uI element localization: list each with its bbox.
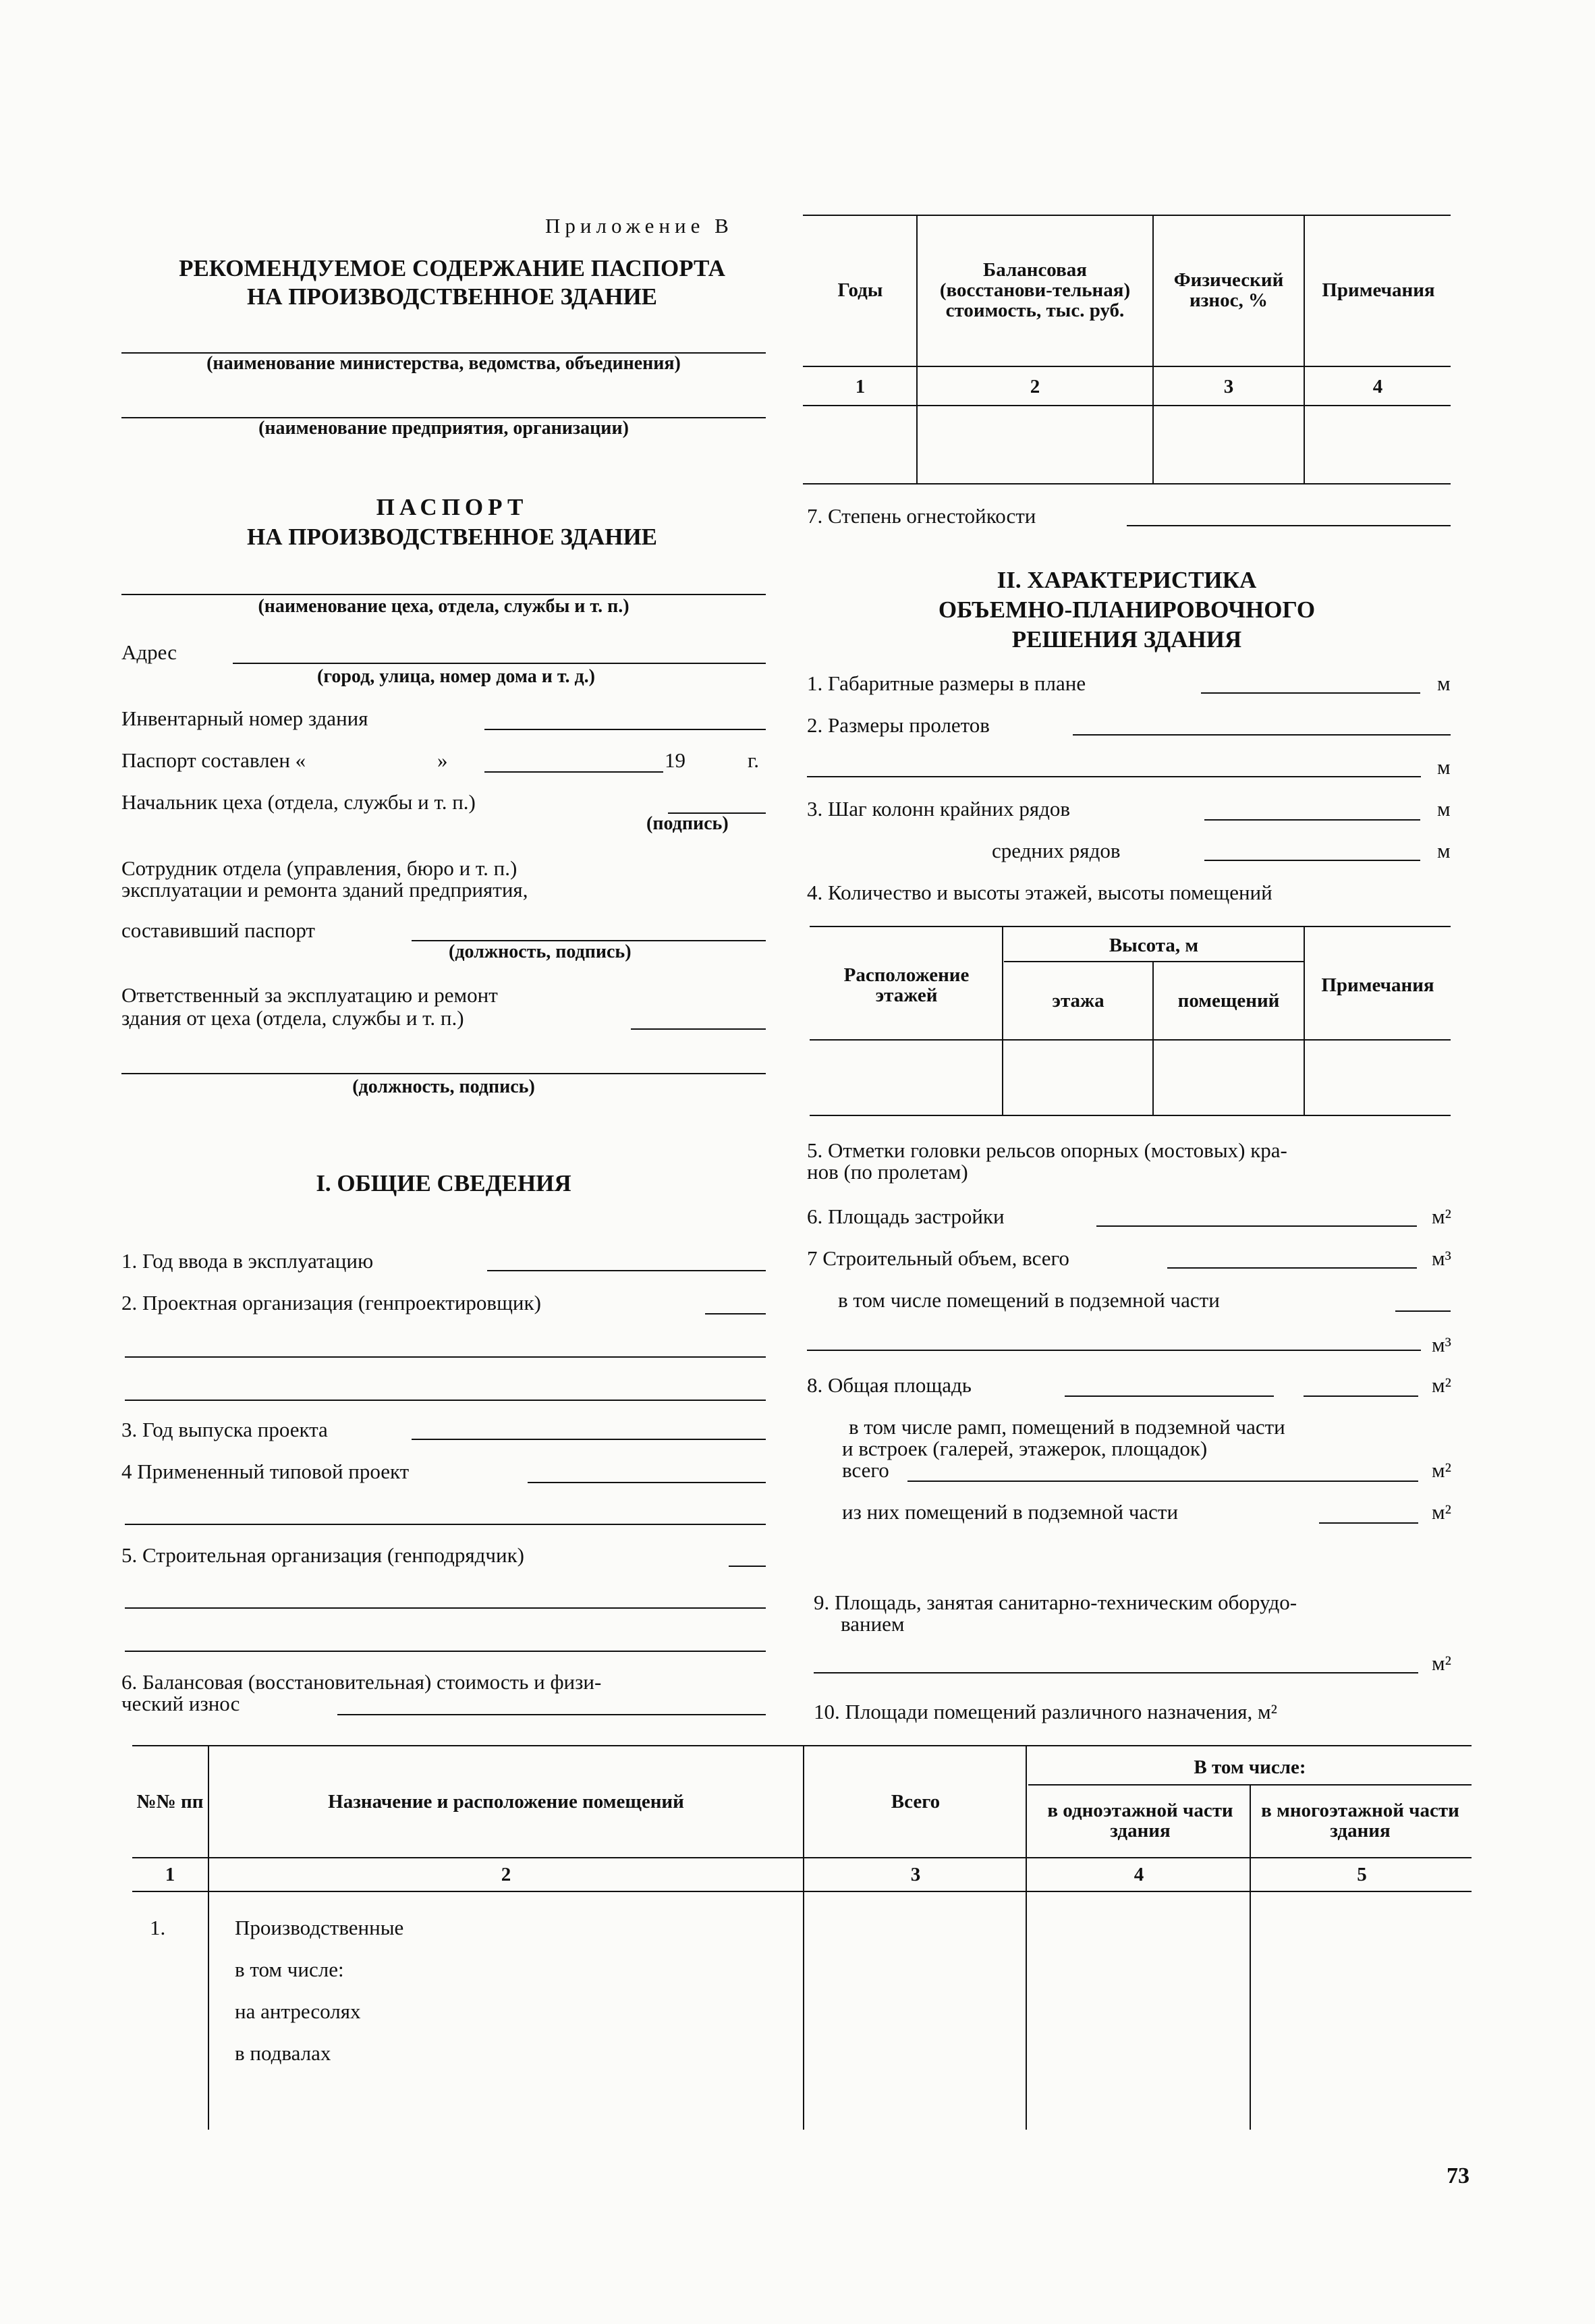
t2-header-notes: Примечания — [1321, 974, 1434, 996]
volume-label: 7 Строительный объем, всего — [807, 1246, 1069, 1270]
spans-unit: м — [1437, 755, 1451, 779]
bt-row-number: 1. — [150, 1916, 166, 1939]
passport-title: ПАСПОРТ — [376, 494, 528, 520]
bt-vline-1 — [208, 1745, 209, 2130]
t1-num-line — [803, 405, 1451, 406]
ramps-total-label: всего — [842, 1458, 889, 1482]
underground-rooms-line[interactable] — [1319, 1522, 1418, 1524]
bt-header-purpose: Назначение и расположение помещений — [328, 1791, 684, 1813]
bt-num-4: 4 — [1134, 1864, 1144, 1885]
sanitary-area-line2: ванием — [841, 1612, 905, 1636]
item2-line-inline[interactable] — [705, 1313, 766, 1315]
ramps-line1: в том числе рамп, помещений в подземной части — [849, 1415, 1285, 1439]
bt-num-2: 2 — [501, 1864, 511, 1885]
compiled-year-suffix: г. — [748, 748, 759, 772]
employee-line1: Сотрудник отдела (управления, бюро и т. п.) — [121, 856, 517, 880]
address-caption: (город, улица, номер дома и т. д.) — [317, 666, 596, 687]
t1-num-3: 3 — [1223, 376, 1234, 397]
bt-header-one-storey: в одноэтажной части здания — [1047, 1800, 1233, 1842]
t1-vline-2 — [1152, 215, 1154, 485]
crane-rails-line2: нов (по пролетам) — [807, 1160, 968, 1184]
total-area-line1[interactable] — [1065, 1395, 1274, 1397]
t2-bottom-line — [810, 1115, 1451, 1116]
built-area-label: 6. Площадь застройки — [807, 1205, 1005, 1228]
spans-label: 2. Размеры пролетов — [807, 713, 990, 737]
total-area-line2[interactable] — [1304, 1395, 1418, 1397]
bt-group-line — [1028, 1784, 1472, 1786]
bt-row-basements: в подвалах — [235, 2041, 331, 2065]
doc-title-line2: НА ПРОИЗВОДСТВЕННОЕ ЗДАНИЕ — [246, 283, 658, 310]
item4-line[interactable] — [528, 1482, 766, 1483]
page-number: 73 — [1447, 2163, 1470, 2188]
bt-num-line — [132, 1891, 1472, 1892]
t1-num-2: 2 — [1030, 376, 1040, 397]
room-areas-label: 10. Площади помещений различного назначения, м² — [814, 1700, 1277, 1723]
inventory-line[interactable] — [484, 729, 766, 730]
responsible-line2: здания от цеха (отдела, службы и т. п.) — [121, 1006, 464, 1030]
bt-row-including: в том числе: — [235, 1958, 344, 1981]
crane-rails-line1: 5. Отметки головки рельсов опорных (мостовых) кра- — [807, 1138, 1287, 1162]
responsible-line1: Ответственный за эксплуатацию и ремонт — [121, 983, 498, 1007]
bt-header-incl: В том числе: — [1194, 1756, 1306, 1778]
bt-header-total: Всего — [891, 1791, 941, 1813]
doc-title-line1: РЕКОМЕНДУЕМОЕ СОДЕРЖАНИЕ ПАСПОРТА — [179, 255, 725, 281]
bt-num-3: 3 — [910, 1864, 921, 1885]
address-line[interactable] — [233, 663, 766, 664]
item2-line3[interactable] — [125, 1400, 766, 1401]
chief-label: Начальник цеха (отдела, службы и т. п.) — [121, 790, 476, 814]
dims-plan-unit: м — [1437, 671, 1451, 695]
column-step-outer-line[interactable] — [1204, 819, 1420, 821]
bt-row-mezzanines: на антресолях — [235, 1999, 361, 2023]
item4-label: 4 Примененный типовой проект — [121, 1460, 410, 1483]
compiled-year-prefix: 19 — [665, 748, 685, 772]
passport-subtitle: НА ПРОИЗВОДСТВЕННОЕ ЗДАНИЕ — [246, 524, 658, 550]
volume-underground-unit: м³ — [1432, 1333, 1451, 1356]
volume-underground-line2[interactable] — [807, 1350, 1421, 1351]
employee-line2: эксплуатации и ремонта зданий предприятия, — [121, 878, 528, 902]
t2-header-location: Расположение этажей — [843, 964, 970, 1006]
sanitary-area-line1: 9. Площадь, занятая санитарно-техническим оборудо- — [814, 1590, 1297, 1614]
item6-line1: 6. Балансовая (восстановительная) стоимость и физи- — [121, 1670, 602, 1694]
appendix-label: Приложение В — [545, 214, 733, 238]
item4-line2[interactable] — [125, 1524, 766, 1525]
bt-header-line — [132, 1857, 1472, 1858]
bt-num-5: 5 — [1357, 1864, 1367, 1885]
bt-header-num: №№ пп — [136, 1791, 204, 1813]
workshop-caption: (наименование цеха, отдела, службы и т. п.) — [258, 596, 629, 617]
bt-num-1: 1 — [165, 1864, 175, 1885]
t2-header-height: Высота, м — [1109, 935, 1199, 956]
total-area-label: 8. Общая площадь — [807, 1373, 972, 1397]
bt-vline-3 — [1026, 1745, 1027, 2130]
bt-vline-4 — [1250, 1784, 1251, 2130]
t1-header-wear: Физический износ, % — [1173, 269, 1284, 311]
volume-underground-label: в том числе помещений в подземной части — [838, 1288, 1220, 1312]
column-step-middle-line[interactable] — [1204, 860, 1420, 861]
item6-line[interactable] — [337, 1714, 766, 1715]
responsible-signature-caption: (должность, подпись) — [352, 1076, 535, 1097]
ramps-total-unit: м² — [1432, 1458, 1451, 1482]
t1-header-line — [803, 366, 1451, 367]
item5-line2[interactable] — [125, 1607, 766, 1609]
t1-header-years: Годы — [837, 279, 883, 301]
dims-plan-label: 1. Габаритные размеры в плане — [807, 671, 1086, 695]
item1-line[interactable] — [487, 1270, 766, 1271]
t2-header-line — [810, 1039, 1451, 1041]
section2-title-line3: РЕШЕНИЯ ЗДАНИЯ — [1011, 626, 1242, 653]
item5-line-inline[interactable] — [729, 1566, 766, 1567]
item6-line2: ческий износ — [121, 1692, 240, 1715]
dims-plan-line[interactable] — [1201, 692, 1420, 694]
ramps-line2: и встроек (галерей, этажерок, площадок) — [842, 1437, 1208, 1460]
volume-underground-line[interactable] — [1395, 1310, 1451, 1312]
item3-label: 3. Год выпуска проекта — [121, 1418, 328, 1441]
address-label: Адрес — [121, 640, 177, 664]
bt-top-line — [132, 1745, 1472, 1746]
t2-group-line — [1004, 961, 1304, 962]
item5-label: 5. Строительная организация (генподрядчик) — [121, 1543, 524, 1567]
section1-title: I. ОБЩИЕ СВЕДЕНИЯ — [316, 1170, 571, 1196]
volume-line[interactable] — [1167, 1267, 1417, 1269]
compiled-date-line[interactable] — [484, 771, 663, 773]
sanitary-area-line[interactable] — [814, 1672, 1418, 1673]
chief-signature-caption: (подпись) — [646, 813, 729, 834]
sanitary-area-unit: м² — [1432, 1651, 1451, 1675]
item2-label: 2. Проектная организация (генпроектировщик) — [121, 1291, 541, 1315]
t1-num-1: 1 — [855, 376, 866, 397]
bt-row-production: Производственные — [235, 1916, 404, 1939]
column-step-outer-label: 3. Шаг колонн крайних рядов — [807, 797, 1070, 821]
t1-vline-3 — [1304, 215, 1305, 485]
responsible-inline-line[interactable] — [631, 1028, 766, 1030]
employee-signature-caption: (должность, подпись) — [449, 941, 632, 962]
built-area-unit: м² — [1432, 1205, 1451, 1228]
column-step-outer-unit: м — [1437, 797, 1451, 821]
t1-top-line — [803, 215, 1451, 216]
spans-line2[interactable] — [807, 776, 1421, 777]
workshop-line[interactable] — [121, 594, 766, 595]
t2-vline-1 — [1002, 926, 1003, 1115]
section2-title-line2: ОБЪЕМНО-ПЛАНИРОВОЧНОГО — [938, 597, 1316, 623]
t2-header-rooms: помещений — [1177, 990, 1280, 1012]
t1-num-4: 4 — [1372, 376, 1383, 397]
t2-top-line — [810, 926, 1451, 927]
responsible-signature-line[interactable] — [121, 1073, 766, 1074]
inventory-label: Инвентарный номер здания — [121, 707, 368, 730]
compiled-label: Паспорт составлен « — [121, 748, 306, 772]
fire-resistance-label: 7. Степень огнестойкости — [807, 504, 1036, 528]
t2-header-floor: этажа — [1052, 990, 1104, 1012]
item1-label: 1. Год ввода в эксплуатацию — [121, 1249, 374, 1273]
t1-header-notes: Примечания — [1322, 279, 1435, 301]
t1-header-balance: Балансовая (восстанови-тельная) стоимость, тыс. руб. — [939, 259, 1131, 321]
column-step-middle-label: средних рядов — [992, 839, 1121, 862]
column-step-middle-unit: м — [1437, 839, 1451, 862]
built-area-line[interactable] — [1096, 1225, 1417, 1227]
t1-bottom-line — [803, 483, 1451, 485]
t1-vline-1 — [916, 215, 918, 485]
compiled-quote-close: » — [437, 748, 448, 772]
employee-line3: составивший паспорт — [121, 918, 315, 942]
section2-title-line1: II. ХАРАКТЕРИСТИКА — [997, 567, 1257, 593]
item3-line[interactable] — [412, 1439, 766, 1440]
volume-unit: м³ — [1432, 1246, 1451, 1270]
ramps-total-line[interactable] — [907, 1481, 1418, 1482]
total-area-unit: м² — [1432, 1373, 1451, 1397]
bt-header-multi-storey: в многоэтажной части здания — [1261, 1800, 1459, 1842]
underground-rooms-unit: м² — [1432, 1500, 1451, 1524]
item5-line3[interactable] — [125, 1651, 766, 1652]
fire-resistance-line[interactable] — [1127, 525, 1451, 526]
enterprise-caption: (наименование предприятия, организации) — [258, 418, 629, 439]
floors-label: 4. Количество и высоты этажей, высоты помещений — [807, 881, 1272, 904]
underground-rooms-label: из них помещений в подземной части — [842, 1500, 1179, 1524]
item2-line2[interactable] — [125, 1356, 766, 1358]
spans-line[interactable] — [1073, 734, 1451, 736]
bt-vline-2 — [803, 1745, 804, 2130]
ministry-caption: (наименование министерства, ведомства, объединения) — [206, 353, 681, 374]
